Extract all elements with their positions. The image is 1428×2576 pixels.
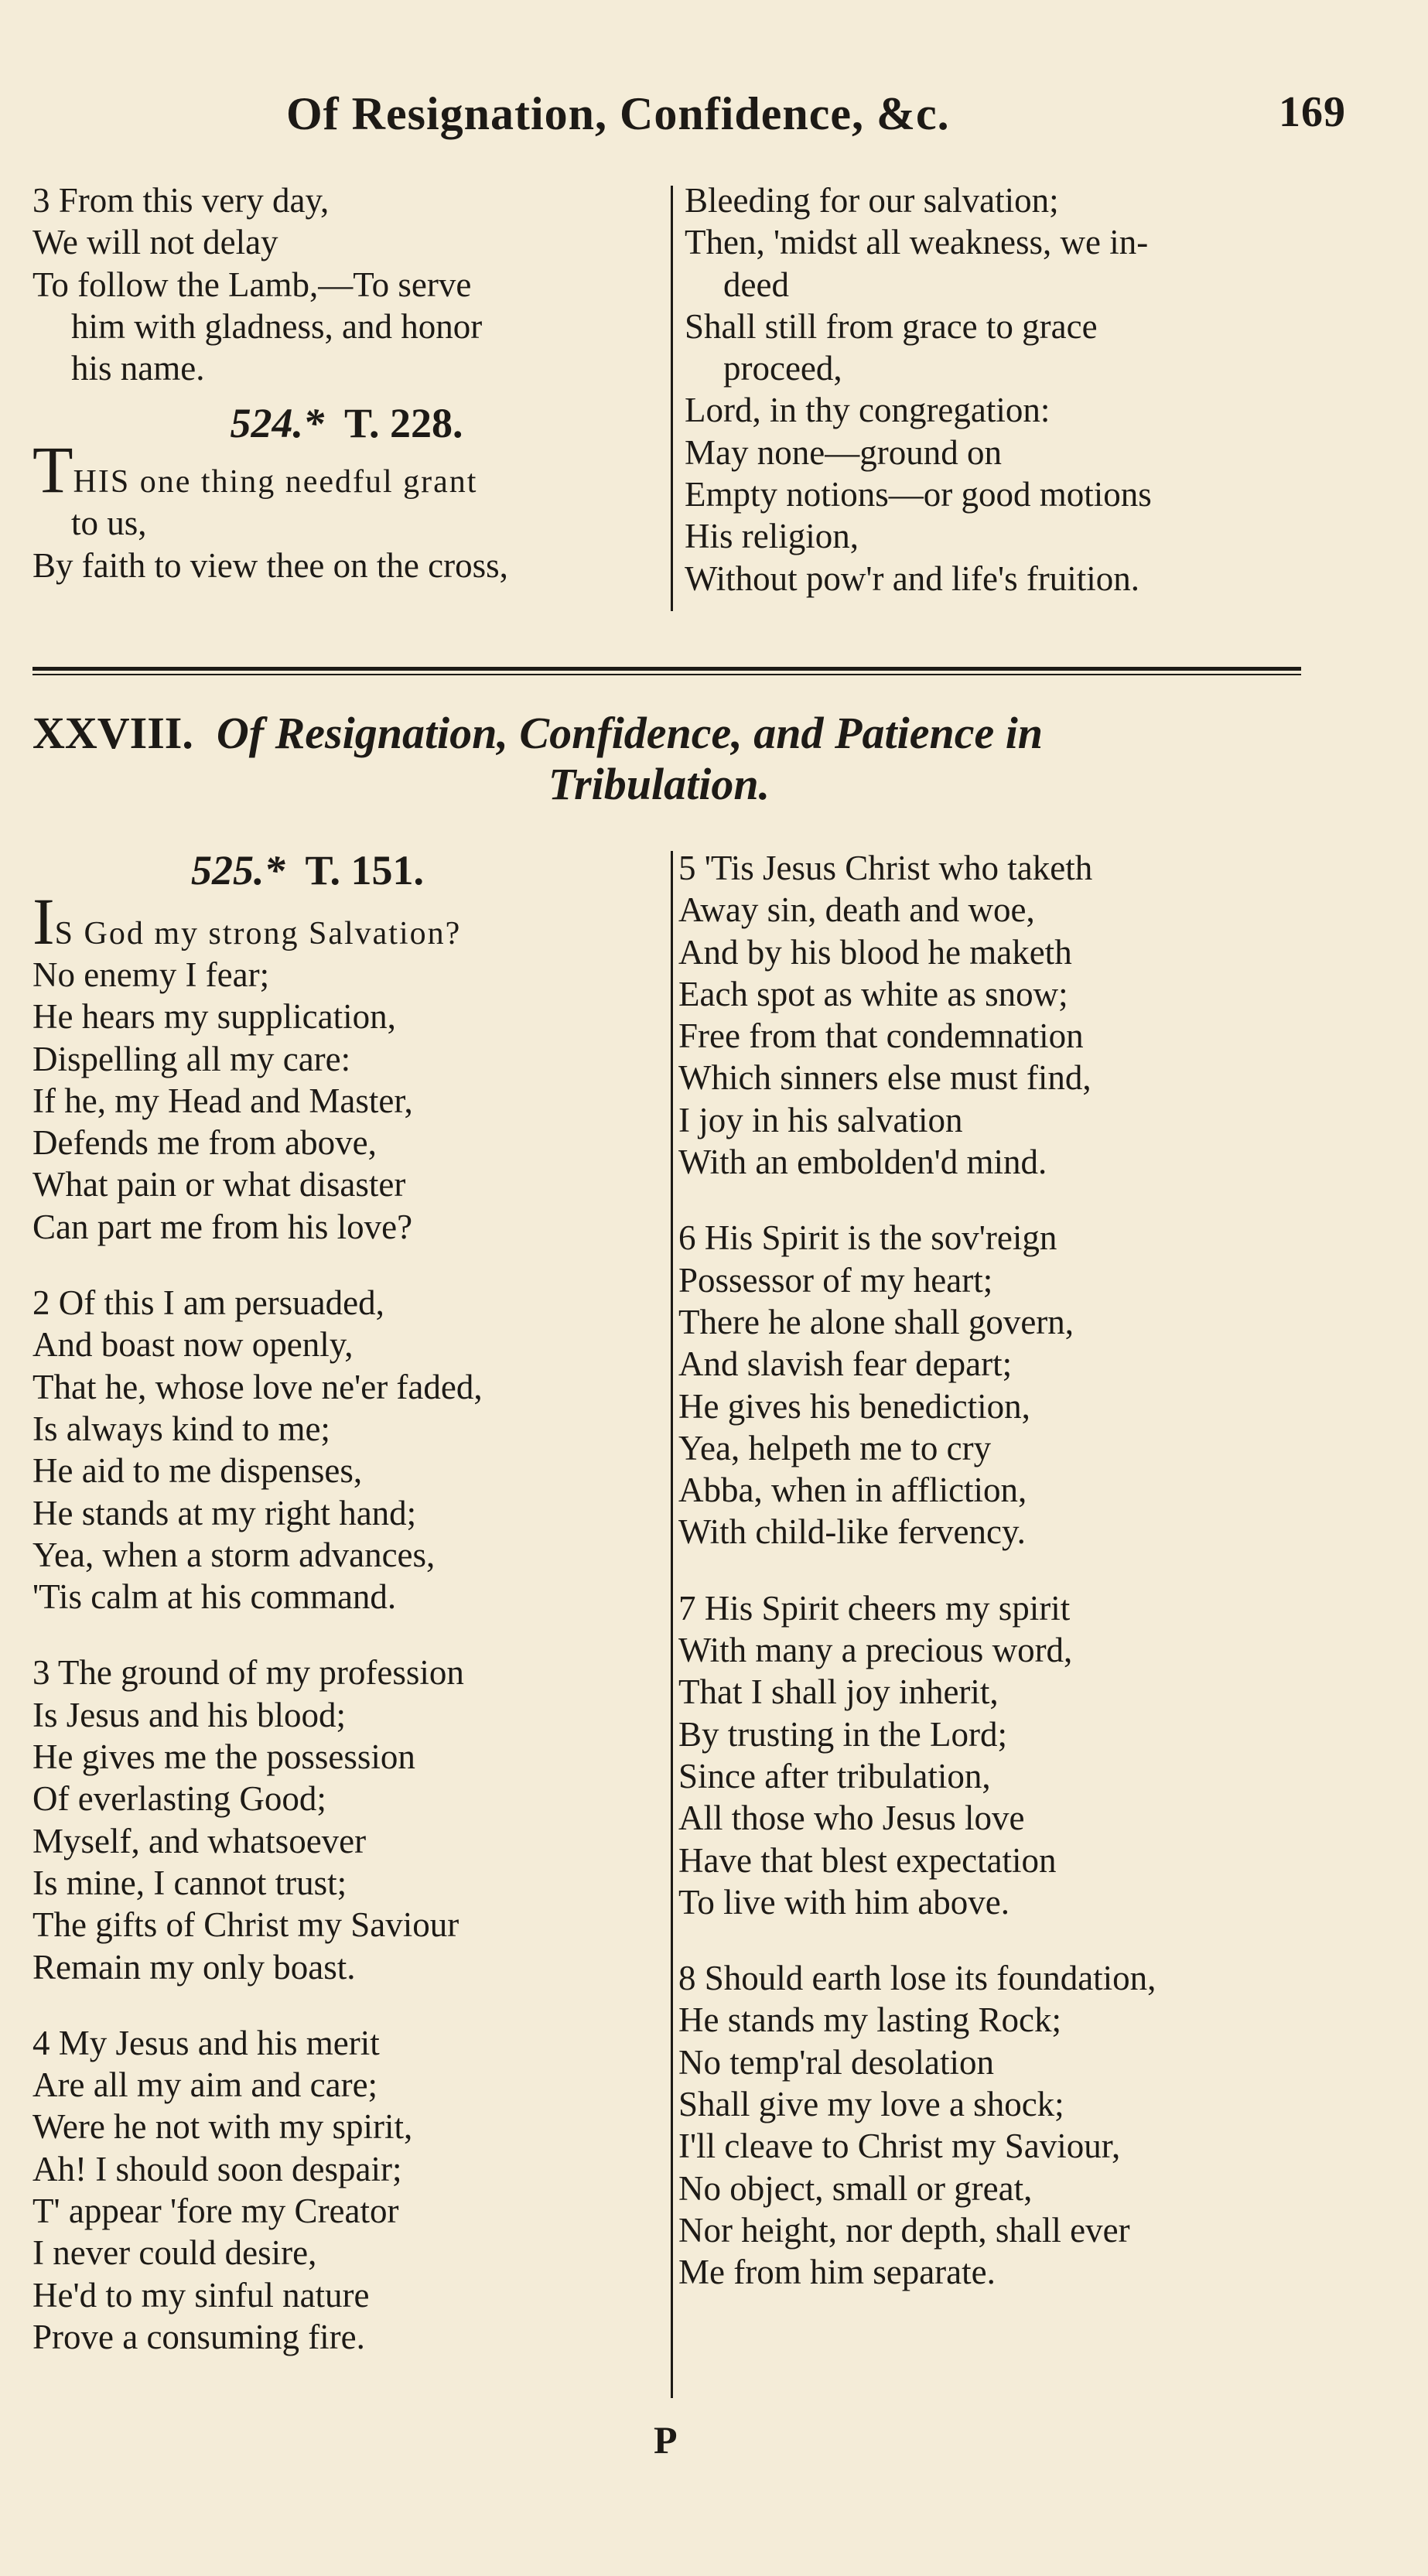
verse-line: He stands my lasting Rock; (678, 2000, 1061, 2040)
running-title: Of Resignation, Confidence, &c. (286, 88, 950, 139)
top-right-column (685, 179, 1319, 600)
verse-line: 6 His Spirit is the sov'reign (678, 1218, 1057, 1258)
verse-line: He'd to my sinful nature (32, 2275, 370, 2315)
verse-line: Is mine, I cannot trust; (32, 1863, 347, 1902)
first-line-text: HIS one thing needful grant (73, 464, 478, 501)
verse-line: 4 My Jesus and his merit (32, 2023, 380, 2062)
verse-line: Shall give my love a shock; (678, 2085, 1064, 2124)
hymn-number: 525.* (191, 847, 285, 893)
verse-line: Myself, and whatsoever (32, 1821, 367, 1860)
bottom-right-column (678, 847, 1320, 2328)
verse-line: The gifts of Christ my Saviour (32, 1905, 459, 1945)
hymn-524-heading (32, 392, 661, 454)
verse-line: Is Jesus and his blood; (32, 1695, 346, 1734)
signature-mark: P (654, 2418, 678, 2462)
drop-cap: T (32, 432, 73, 507)
verse-line: That he, whose love ne'er faded, (32, 1367, 483, 1406)
verse-line: Can part me from his love? (32, 1207, 413, 1246)
section-title-line1: Of Resignation, Confidence, and Patience in (216, 708, 1044, 758)
verse-line: 5 'Tis Jesus Christ who taketh (678, 849, 1093, 887)
verse-line: 'Tis calm at his command. (32, 1577, 397, 1617)
running-header (286, 73, 1346, 159)
verse-line: Away sin, death and woe, (678, 890, 1035, 930)
verse-line: 3 From this very day, (32, 181, 330, 220)
verse-line: Of everlasting Good; (32, 1779, 326, 1819)
verse-line: He gives me the possession (32, 1737, 415, 1777)
stanza-8 (678, 1957, 1320, 2293)
bottom-left-column (32, 839, 661, 2392)
top-left-column (32, 179, 661, 586)
verse-line: Are all my aim and care; (32, 2065, 378, 2105)
verse-line: to us, (71, 504, 147, 543)
verse-line: Empty notions—or good motions (685, 475, 1152, 514)
stanza-3 (32, 1652, 661, 1987)
verse-line: Each spot as white as snow; (678, 974, 1068, 1013)
hymn-number: 524.* (230, 400, 324, 447)
verse-line: 2 Of this I am persuaded, (32, 1283, 384, 1323)
verse-line: By trusting in the Lord; (678, 1714, 1007, 1754)
verse-line: To follow the Lamb,—To serve (32, 265, 472, 304)
verse-line: I'll cleave to Christ my Saviour, (678, 2127, 1121, 2166)
verse-line: I joy in his salvation (678, 1100, 963, 1139)
first-line-text: S God my strong Salvation? (54, 916, 462, 951)
verse-line: Me from him separate. (678, 2253, 996, 2292)
verse-line: proceed, (723, 349, 842, 388)
verse-line: He aid to me dispenses, (32, 1451, 363, 1491)
verse-line: Free from that condemnation (678, 1016, 1084, 1056)
verse-line: What pain or what disaster (32, 1165, 406, 1204)
verse-line: And boast now openly, (32, 1325, 354, 1365)
column-divider (671, 186, 673, 611)
column-divider (671, 851, 673, 2398)
stanza-5 (678, 847, 1320, 1183)
verse-line: him with gladness, and honor (71, 306, 483, 346)
verse-line: T' appear 'fore my Creator (32, 2192, 399, 2231)
verse-line: Yea, helpeth me to cry (678, 1428, 992, 1467)
verse-line: I never could desire, (32, 2233, 317, 2273)
section-number: XXVIII. (32, 708, 193, 758)
verse-line: Prove a consuming fire. (32, 2317, 365, 2356)
verse-line: No enemy I fear; (32, 955, 270, 994)
verse-line: His religion, (685, 517, 859, 556)
verse-line: Yea, when a storm advances, (32, 1535, 436, 1574)
verse-line: He gives his benediction, (678, 1386, 1030, 1426)
hymn-first-line (32, 884, 661, 958)
verse-line: Possessor of my heart; (678, 1260, 993, 1300)
verse-line: He hears my supplication, (32, 997, 396, 1037)
verse-line: With many a precious word, (678, 1631, 1073, 1670)
hymn-first-line (32, 432, 661, 507)
stanza-2 (32, 1282, 661, 1618)
verse-line: And by his blood he maketh (678, 932, 1072, 972)
verse-line: Lord, in thy congregation: (685, 391, 1051, 430)
verse-line: Then, 'midst all weakness, we in- (685, 223, 1149, 262)
stanza-1 (32, 954, 661, 1248)
verse-line: All those who Jesus love (678, 1799, 1025, 1838)
section-rule-thin (32, 674, 1301, 675)
verse-line: To live with him above. (678, 1882, 1010, 1922)
tune-number: T. 151. (305, 847, 425, 893)
verse-line: Shall still from grace to grace (685, 306, 1098, 346)
verse-line: 8 Should earth lose its foundation, (678, 1959, 1156, 1998)
drop-cap: I (32, 884, 55, 958)
verse-line: Ah! I should soon despair; (32, 2149, 402, 2188)
stanza-7 (678, 1587, 1320, 1923)
verse-line: Remain my only boast. (32, 1947, 356, 1987)
section-title-line2: Tribulation. (548, 759, 770, 809)
verse-line: Defends me from above, (32, 1123, 377, 1163)
stanza-6 (678, 1217, 1320, 1553)
verse-line: That I shall joy inherit, (678, 1672, 999, 1712)
verse-line: Which sinners else must find, (678, 1058, 1091, 1098)
verse-line: Without pow'r and life's fruition. (685, 559, 1140, 598)
verse-line: If he, my Head and Master, (32, 1081, 413, 1120)
verse-line: Were he not with my spirit, (32, 2107, 413, 2147)
verse-line: There he alone shall govern, (678, 1302, 1074, 1341)
verse-line: And slavish fear depart; (678, 1344, 1013, 1384)
verse-line: Have that blest expectation (678, 1840, 1057, 1880)
verse-line: 3 The ground of my profession (32, 1653, 464, 1693)
verse-line: Abba, when in affliction, (678, 1471, 1027, 1510)
verse-line: With child-like fervency. (678, 1512, 1026, 1552)
hymn-525-heading (32, 839, 661, 901)
verse-line: He stands at my right hand; (32, 1493, 417, 1532)
verse-line: We will not delay (32, 223, 278, 262)
verse-line: his name. (71, 349, 205, 388)
verse-line: 7 His Spirit cheers my spirit (678, 1588, 1071, 1628)
verse-line: By faith to view thee on the cross, (32, 545, 508, 585)
verse-line: Nor height, nor depth, shall ever (678, 2210, 1130, 2250)
page-number: 169 (1279, 88, 1346, 136)
verse-line: No object, small or great, (678, 2168, 1033, 2208)
verse-line: With an embolden'd mind. (678, 1143, 1047, 1182)
section-heading (32, 708, 1317, 810)
verse-line: No temp'ral desolation (678, 2042, 995, 2082)
verse-line: deed (723, 265, 789, 304)
stanza-4 (32, 2022, 661, 2358)
verse-line: Since after tribulation, (678, 1756, 991, 1795)
verse-line: May none—ground on (685, 432, 1002, 472)
tune-number: T. 228. (343, 400, 463, 447)
verse-line: Is always kind to me; (32, 1409, 330, 1448)
section-rule-thick (32, 667, 1301, 671)
verse-line: Bleeding for our salvation; (685, 181, 1059, 220)
verse-line: Dispelling all my care: (32, 1039, 351, 1078)
